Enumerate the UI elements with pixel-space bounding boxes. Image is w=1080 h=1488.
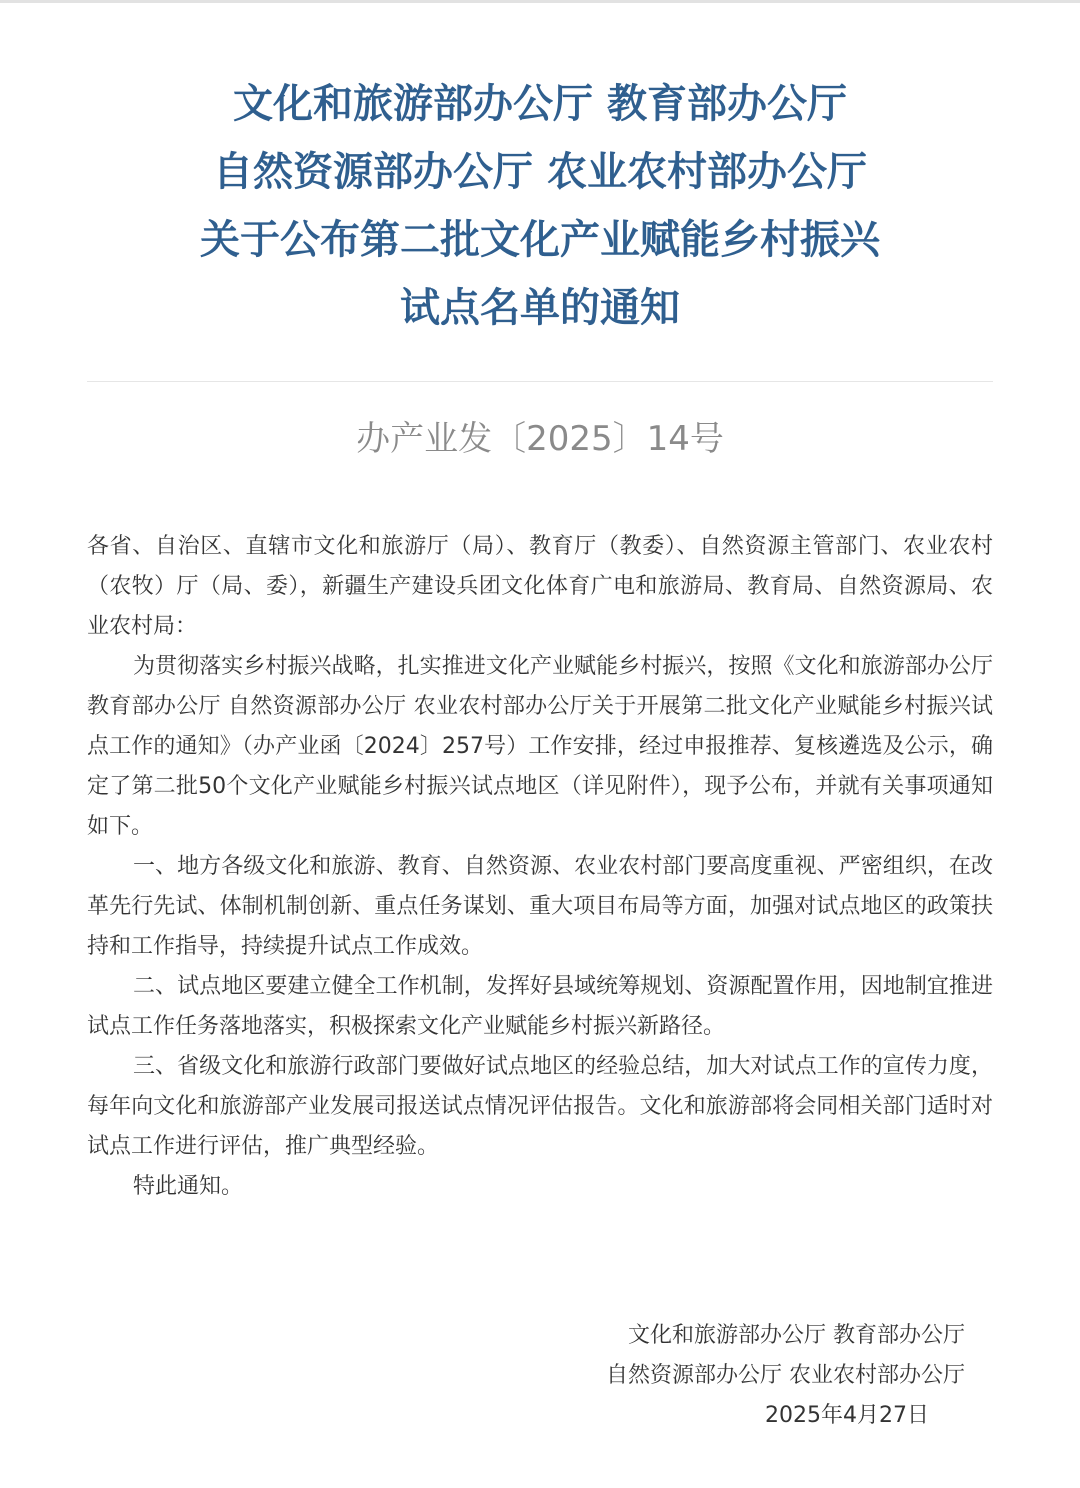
document-title: [0, 81, 1080, 356]
title-line-4: 试点名单的通知: [400, 285, 680, 331]
paragraph-closing: 特此通知。: [133, 1174, 244, 1199]
salutation: 各省、自治区、直辖市文化和旅游厅（局）、教育厅（教委）、自然资源主管部门、农业农村（农牧）厅（局、委），新疆生产建设兵团文化体育广电和旅游局、教育局、自然资源局、农业农村局：: [87, 534, 993, 639]
paragraph-item-2: 二、试点地区要建立健全工作机制，发挥好县域统筹规划、资源配置作用，因地制宜推进试点工作任务落地落实，积极探索文化产业赋能乡村振兴新路径。: [87, 974, 993, 1039]
paragraph-item-3: 三、省级文化和旅游行政部门要做好试点地区的经验总结，加大对试点工作的宣传力度，每年向文化和旅游部产业发展司报送试点情况评估报告。文化和旅游部将会同相关部门适时对试点工作进行评估，推广典型经验。: [87, 1054, 993, 1159]
document-body: [87, 527, 993, 1207]
signature-block: [606, 1316, 965, 1436]
title-line-1: 文化和旅游部办公厅 教育部办公厅: [233, 81, 847, 127]
title-line-2: 自然资源部办公厅 农业农村部办公厅: [213, 149, 867, 195]
top-border: [0, 0, 1080, 3]
document-number: 办产业发〔2025〕14号: [356, 419, 724, 459]
paragraph-item-1: 一、地方各级文化和旅游、教育、自然资源、农业农村部门要高度重视、严密组织，在改革先行先试、体制机制创新、重点任务谋划、重大项目布局等方面，加强对试点地区的政策扶持和工作指导，持续提升试点工作成效。: [87, 854, 993, 959]
signature-line-1: 文化和旅游部办公厅 教育部办公厅: [628, 1323, 965, 1348]
paragraph-intro: 为贯彻落实乡村振兴战略，扎实推进文化产业赋能乡村振兴，按照《文化和旅游部办公厅 教育部办公厅 自然资源部办公厅 农业农村部办公厅关于开展第二批文化产业赋能乡村振兴试点工作的通知》（办产业函〔2024〕257号）工作安排，经过申报推荐、复核遴选及公示，确定了第二批50个文化产业赋能乡村振兴试点地区（详见附件），现予公布，并就有关事项通知如下。: [87, 654, 993, 839]
title-line-3: 关于公布第二批文化产业赋能乡村振兴: [200, 217, 880, 263]
signature-line-2: 自然资源部办公厅 农业农村部办公厅: [606, 1363, 965, 1388]
signature-date: 2025年4月27日: [765, 1403, 929, 1428]
title-divider: [87, 381, 993, 382]
